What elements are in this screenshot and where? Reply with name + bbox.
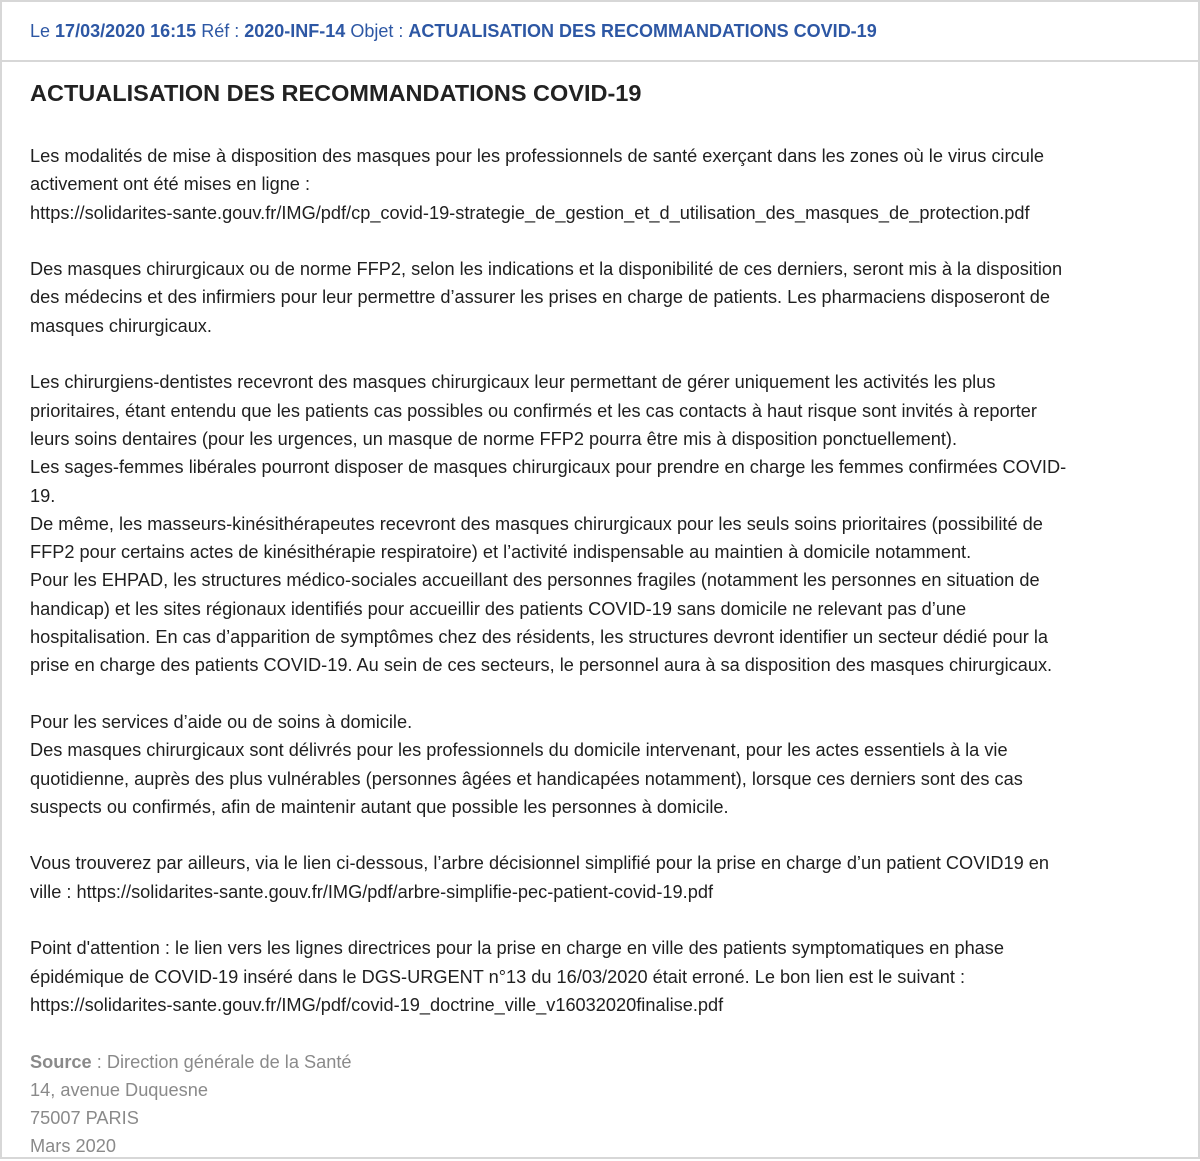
source-address-line: 14, avenue Duquesne	[30, 1079, 208, 1100]
text-line: handicap) et les sites régionaux identifiés pour accueillir des patients COVID-19 sans domicile ne relevant pas d’une	[30, 598, 967, 619]
source-address-line: 75007 PARIS	[30, 1108, 139, 1129]
text-line: FFP2 pour certains actes de kinésithérapie respiratoire) et l’activité indispensable au maintien à domicile notamment.	[30, 542, 972, 563]
source-date: Mars 2020	[30, 1136, 116, 1157]
text-line: 19.	[30, 485, 56, 506]
date-label: Le	[30, 20, 51, 41]
paragraph-ffp2-masks	[30, 255, 1170, 340]
message-body	[30, 72, 1170, 1161]
text-line: ville :	[30, 881, 77, 902]
text-line: activement ont été mises en ligne :	[30, 174, 311, 195]
source-label: Source	[30, 1051, 92, 1072]
text-line: suspects ou confirmés, afin de maintenir autant que possible les personnes à domicile.	[30, 796, 729, 817]
text-line: hospitalisation. En cas d’apparition de symptômes chez des résidents, les structures devront identifier un secteur dédié pour la	[30, 627, 1049, 648]
ref-label: Réf :	[201, 20, 240, 41]
text-line: masques chirurgicaux.	[30, 315, 212, 336]
date-value: 17/03/2020 16:15	[55, 20, 197, 41]
text-line: leurs soins dentaires (pour les urgences, un masque de norme FFP2 pourra être mis à disposition ponctuellement).	[30, 428, 958, 449]
paragraph-professionals	[30, 368, 1170, 679]
text-line: Les modalités de mise à disposition des masques pour les professionnels de santé exerçant dans les zones où le virus circule	[30, 146, 1044, 166]
message-header	[2, 2, 1198, 62]
text-line: Point d'attention : le lien vers les lignes directrices pour la prise en charge en ville des patients symptomatiques en phase	[30, 938, 1005, 959]
text-line: épidémique de COVID-19 inséré dans le DGS-URGENT n°13 du 16/03/2020 était erroné. Le bon lien est le suivant :	[30, 966, 966, 987]
link-doctrine-pdf[interactable]: https://solidarites-sante.gouv.fr/IMG/pdf/covid-19_doctrine_ville_v16032020finalise.pdf	[30, 994, 724, 1015]
text-line: Pour les services d’aide ou de soins à domicile.	[30, 711, 413, 732]
source-separator: :	[91, 1051, 107, 1072]
text-line: des médecins et des infirmiers pour leur permettre d’assurer les prises en charge de patients. Les pharmaciens disposeront de	[30, 287, 1051, 308]
paragraph-masks-availability	[30, 142, 1170, 227]
link-decision-tree-pdf[interactable]: https://solidarites-sante.gouv.fr/IMG/pdf/arbre-simplifie-pec-patient-covid-19.pdf	[76, 881, 713, 902]
source-block	[30, 1048, 1170, 1161]
text-line: prioritaires, étant entendu que les patients cas possibles ou confirmés et les cas contacts à haut risque sont invités à reporter	[30, 400, 1037, 421]
text-line: quotidienne, auprès des plus vulnérables (personnes âgées et handicapées notamment), lorsque ces derniers sont des cas	[30, 768, 1023, 789]
document-title: ACTUALISATION DES RECOMMANDATIONS COVID-19	[30, 80, 642, 106]
source-name: Direction générale de la Santé	[106, 1051, 352, 1072]
text-line: Des masques chirurgicaux sont délivrés pour les professionnels du domicile intervenant, pour les actes essentiels à la vie	[30, 740, 1008, 761]
paragraph-decision-tree	[30, 849, 1170, 906]
object-value: ACTUALISATION DES RECOMMANDATIONS COVID-19	[408, 20, 877, 41]
text-line: De même, les masseurs-kinésithérapeutes recevront des masques chirurgicaux pour les seuls soins prioritaires (possibilité de	[30, 513, 1043, 534]
paragraph-home-care	[30, 708, 1170, 821]
link-strategy-pdf[interactable]: https://solidarites-sante.gouv.fr/IMG/pdf/cp_covid-19-strategie_de_gestion_et_d_utilisation_des_masques_de_protection.pdf	[30, 202, 1030, 223]
text-line: prise en charge des patients COVID-19. Au sein de ces secteurs, le personnel aura à sa disposition des masques chirurgicaux.	[30, 655, 1053, 676]
text-line: Les chirurgiens-dentistes recevront des masques chirurgicaux leur permettant de gérer uniquement les activités les plus	[30, 372, 996, 393]
text-line: Pour les EHPAD, les structures médico-sociales accueillant des personnes fragiles (notamment les personnes en situation de	[30, 570, 1040, 591]
object-label: Objet :	[350, 20, 404, 41]
text-line: Vous trouverez par ailleurs, via le lien ci-dessous, l’arbre décisionnel simplifié pour la prise en charge d’un patient COVID19 en	[30, 853, 1050, 874]
text-line: Les sages-femmes libérales pourront disposer de masques chirurgicaux pour prendre en charge les femmes confirmées COVID-	[30, 457, 1067, 478]
paragraph-attention	[30, 934, 1170, 1019]
ref-value: 2020-INF-14	[244, 20, 346, 41]
text-line: Des masques chirurgicaux ou de norme FFP2, selon les indications et la disponibilité de ces derniers, seront mis à la disposition	[30, 259, 1063, 280]
